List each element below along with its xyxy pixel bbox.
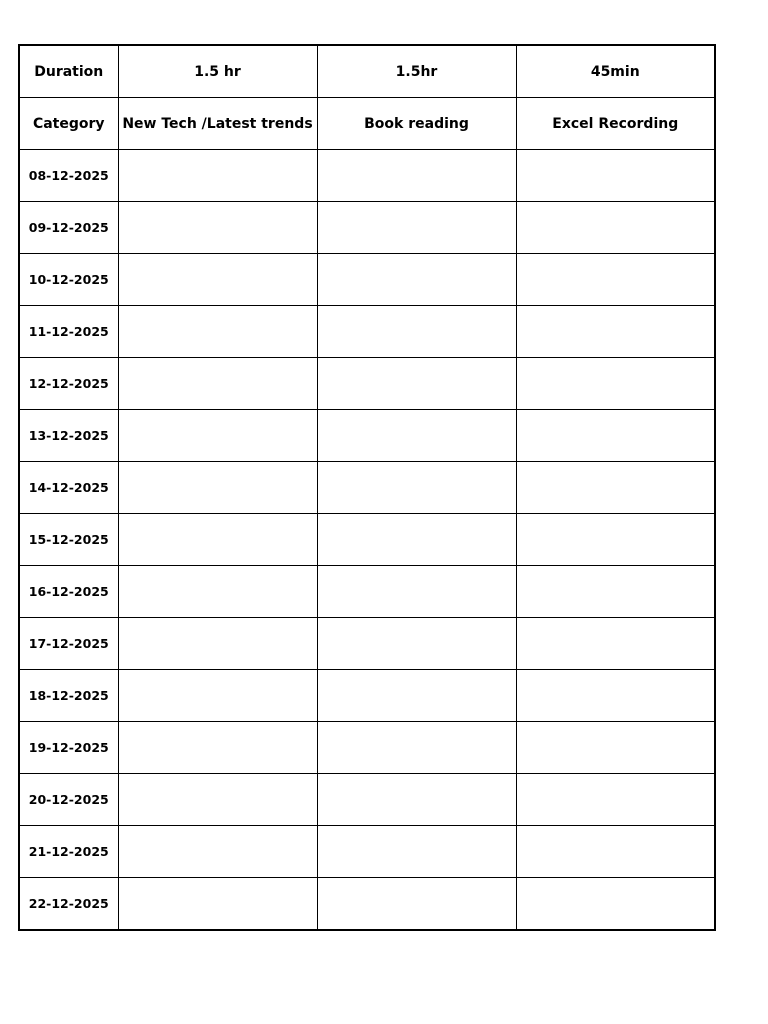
entry-cell-excel-recording[interactable] — [516, 670, 715, 722]
date-cell: 11-12-2025 — [19, 306, 118, 358]
duration-row — [19, 45, 715, 98]
entry-cell-excel-recording[interactable] — [516, 202, 715, 254]
entry-cell-new-tech[interactable] — [118, 514, 317, 566]
entry-cell-book-reading[interactable] — [317, 774, 516, 826]
entry-cell-new-tech[interactable] — [118, 618, 317, 670]
duration-new-tech: 1.5 hr — [118, 45, 317, 98]
date-row — [19, 410, 715, 462]
entry-cell-excel-recording[interactable] — [516, 826, 715, 878]
date-cell: 17-12-2025 — [19, 618, 118, 670]
entry-cell-excel-recording[interactable] — [516, 514, 715, 566]
entry-cell-new-tech[interactable] — [118, 202, 317, 254]
entry-cell-new-tech[interactable] — [118, 878, 317, 931]
entry-cell-book-reading[interactable] — [317, 722, 516, 774]
entry-cell-new-tech[interactable] — [118, 358, 317, 410]
entry-cell-new-tech[interactable] — [118, 462, 317, 514]
category-new-tech: New Tech /Latest trends — [118, 98, 317, 150]
duration-book-reading: 1.5hr — [317, 45, 516, 98]
entry-cell-book-reading[interactable] — [317, 566, 516, 618]
entry-cell-book-reading[interactable] — [317, 514, 516, 566]
entry-cell-book-reading[interactable] — [317, 150, 516, 202]
date-row — [19, 254, 715, 306]
entry-cell-book-reading[interactable] — [317, 202, 516, 254]
entry-cell-excel-recording[interactable] — [516, 358, 715, 410]
entry-cell-new-tech[interactable] — [118, 150, 317, 202]
entry-cell-book-reading[interactable] — [317, 670, 516, 722]
entry-cell-book-reading[interactable] — [317, 306, 516, 358]
daily-log-table — [18, 44, 716, 931]
category-label: Category — [19, 98, 118, 150]
category-excel-recording: Excel Recording — [516, 98, 715, 150]
entry-cell-excel-recording[interactable] — [516, 566, 715, 618]
category-book-reading: Book reading — [317, 98, 516, 150]
date-row — [19, 618, 715, 670]
date-cell: 09-12-2025 — [19, 202, 118, 254]
date-cell: 15-12-2025 — [19, 514, 118, 566]
date-row — [19, 358, 715, 410]
date-row — [19, 306, 715, 358]
entry-cell-book-reading[interactable] — [317, 358, 516, 410]
date-cell: 20-12-2025 — [19, 774, 118, 826]
date-cell: 22-12-2025 — [19, 878, 118, 931]
entry-cell-new-tech[interactable] — [118, 410, 317, 462]
date-row — [19, 826, 715, 878]
date-row — [19, 514, 715, 566]
date-row — [19, 670, 715, 722]
date-cell: 12-12-2025 — [19, 358, 118, 410]
entry-cell-new-tech[interactable] — [118, 774, 317, 826]
entry-cell-excel-recording[interactable] — [516, 254, 715, 306]
entry-cell-excel-recording[interactable] — [516, 618, 715, 670]
date-cell: 08-12-2025 — [19, 150, 118, 202]
entry-cell-excel-recording[interactable] — [516, 774, 715, 826]
date-cell: 14-12-2025 — [19, 462, 118, 514]
date-row — [19, 878, 715, 931]
date-row — [19, 722, 715, 774]
entry-cell-book-reading[interactable] — [317, 618, 516, 670]
entry-cell-excel-recording[interactable] — [516, 306, 715, 358]
date-row — [19, 202, 715, 254]
entry-cell-new-tech[interactable] — [118, 254, 317, 306]
entry-cell-book-reading[interactable] — [317, 878, 516, 931]
entry-cell-excel-recording[interactable] — [516, 462, 715, 514]
date-cell: 18-12-2025 — [19, 670, 118, 722]
date-cell: 13-12-2025 — [19, 410, 118, 462]
entry-cell-book-reading[interactable] — [317, 826, 516, 878]
entry-cell-book-reading[interactable] — [317, 410, 516, 462]
category-row — [19, 98, 715, 150]
date-cell: 21-12-2025 — [19, 826, 118, 878]
entry-cell-new-tech[interactable] — [118, 670, 317, 722]
entry-cell-excel-recording[interactable] — [516, 722, 715, 774]
entry-cell-excel-recording[interactable] — [516, 878, 715, 931]
date-row — [19, 566, 715, 618]
entry-cell-new-tech[interactable] — [118, 306, 317, 358]
date-cell: 10-12-2025 — [19, 254, 118, 306]
date-row — [19, 462, 715, 514]
entry-cell-new-tech[interactable] — [118, 722, 317, 774]
entry-cell-new-tech[interactable] — [118, 566, 317, 618]
duration-excel-recording: 45min — [516, 45, 715, 98]
date-cell: 19-12-2025 — [19, 722, 118, 774]
entry-cell-book-reading[interactable] — [317, 462, 516, 514]
table-body — [19, 45, 715, 930]
duration-label: Duration — [19, 45, 118, 98]
date-row — [19, 774, 715, 826]
entry-cell-new-tech[interactable] — [118, 826, 317, 878]
date-cell: 16-12-2025 — [19, 566, 118, 618]
entry-cell-excel-recording[interactable] — [516, 410, 715, 462]
entry-cell-excel-recording[interactable] — [516, 150, 715, 202]
entry-cell-book-reading[interactable] — [317, 254, 516, 306]
date-row — [19, 150, 715, 202]
